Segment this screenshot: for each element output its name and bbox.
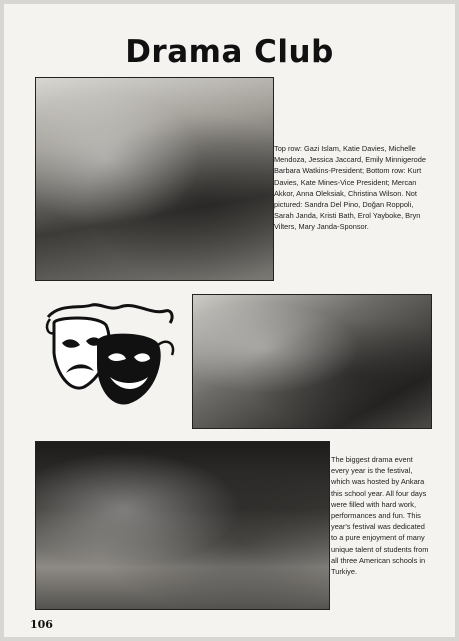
festival-group-photo (35, 441, 330, 610)
top-photo-caption: Top row: Gazi Islam, Katie Davies, Michelle Mendoza, Jessica Jaccard, Emily Minnigerode Barbara Watkins-President; Bottom row: Kurt Davies, Kate Mines-Vice President; Mercan Akkor, Anna Oleksiak, Christina Wilson. Not pictured: Sandra Del Pino, Doğan Roppoli, Sarah Janda, Kristi Bath, Erol Yayboke, Bryn Vilters, Mary Janda-Sponsor. (274, 144, 426, 232)
bottom-photo-caption: The biggest drama event every year is the festival, which was hosted by Ankara this school year. All four days were filled with hard work, performances and fun. This year's festival was dedicated to a pure enjoyment of many unique talent of students from all three American schools in Turkiye. (331, 455, 429, 577)
students-posing-photo (192, 294, 432, 429)
comedy-tragedy-masks-icon (40, 297, 180, 409)
page-number: 106 (30, 618, 53, 631)
page-title: Drama Club (125, 34, 334, 70)
yearbook-page (4, 4, 455, 637)
drama-club-group-photo (35, 77, 274, 281)
